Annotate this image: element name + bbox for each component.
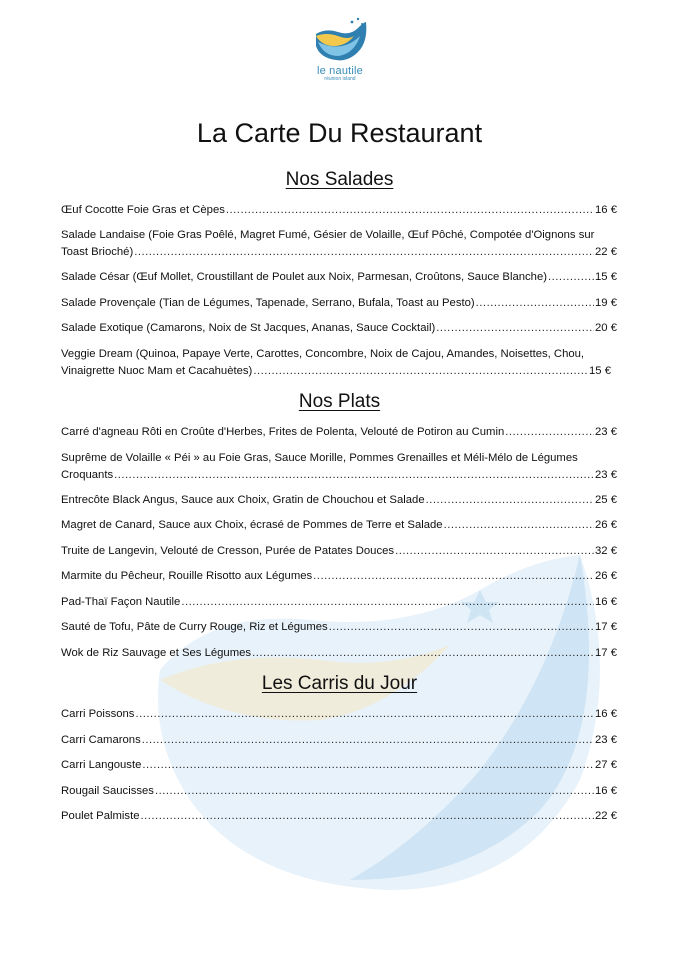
menu-item — [61, 346, 611, 380]
menu-item — [61, 492, 617, 509]
logo-tagline: réunion island — [324, 76, 356, 82]
dot-leader — [313, 568, 594, 585]
menu-item — [61, 424, 617, 441]
menu-item — [61, 320, 617, 337]
item-name: Salade Provençale (Tian de Légumes, Tapenade, Serrano, Bufala, Toast au Pesto) — [61, 297, 475, 309]
dot-leader — [426, 492, 594, 509]
section-title-salades: Nos Salades — [285, 169, 394, 190]
item-price: 27 € — [595, 759, 617, 771]
dot-leader — [135, 706, 594, 723]
item-price: 23 € — [595, 734, 617, 746]
dot-leader — [444, 517, 594, 534]
section-title-plats: Nos Plats — [298, 391, 381, 412]
item-name: Poulet Palmiste — [61, 810, 140, 822]
item-price: 16 € — [595, 708, 617, 720]
dot-leader — [141, 808, 595, 825]
item-price: 26 € — [595, 519, 617, 531]
dot-leader — [155, 783, 594, 800]
item-price: 16 € — [595, 204, 617, 216]
item-name: Toast Brioché) — [61, 246, 134, 258]
menu-item — [61, 808, 617, 825]
dot-leader — [395, 543, 594, 560]
item-price: 17 € — [595, 621, 617, 633]
item-name: Truite de Langevin, Velouté de Cresson, Purée de Patates Douces — [61, 545, 395, 557]
page-title: La Carte Du Restaurant — [196, 118, 483, 148]
item-name: Salade Exotique (Camarons, Noix de St Jacques, Ananas, Sauce Cocktail) — [61, 322, 436, 334]
item-price: 17 € — [595, 647, 617, 659]
item-price: 23 € — [595, 469, 617, 481]
item-price: 16 € — [595, 785, 617, 797]
item-price: 20 € — [595, 322, 617, 334]
item-price: 19 € — [595, 297, 617, 309]
menu-item — [61, 202, 617, 219]
menu-item — [61, 619, 617, 636]
menu-item — [61, 269, 617, 286]
dot-leader — [476, 295, 594, 312]
dot-leader — [181, 594, 594, 611]
item-price: 23 € — [595, 426, 617, 438]
item-name: Œuf Cocotte Foie Gras et Cèpes — [61, 204, 225, 216]
menu-item — [61, 706, 617, 723]
dot-leader — [505, 424, 594, 441]
menu-item — [61, 227, 617, 261]
menu-item — [61, 783, 617, 800]
item-name: Carré d'agneau Rôti en Croûte d'Herbes, Frites de Polenta, Velouté de Potiron au Cumin — [61, 426, 505, 438]
item-name: Carri Camarons — [61, 734, 141, 746]
menu-item — [61, 295, 617, 312]
menu-item — [61, 594, 617, 611]
item-description-line: Suprême de Volaille « Péi » au Foie Gras, Sauce Morille, Pommes Grenailles et Méli-Mélo de Légumes — [61, 452, 578, 464]
wave-logo-icon — [312, 16, 368, 62]
menu-item — [61, 757, 617, 774]
item-description-line: Veggie Dream (Quinoa, Papaye Verte, Carottes, Concombre, Noix de Cajou, Amandes, Noisettes, Chou, — [61, 348, 585, 360]
item-price: 22 € — [595, 246, 617, 258]
dot-leader — [329, 619, 594, 636]
item-name: Sauté de Tofu, Pâte de Curry Rouge, Riz et Légumes — [61, 621, 328, 633]
dot-leader — [253, 363, 588, 380]
dot-leader — [142, 732, 594, 749]
item-name: Pad-Thaï Façon Nautile — [61, 596, 181, 608]
menu-item — [61, 645, 617, 662]
item-price: 26 € — [595, 570, 617, 582]
item-price: 22 € — [595, 810, 617, 822]
dot-leader — [226, 202, 594, 219]
menu-item — [61, 732, 617, 749]
item-name: Croquants — [61, 469, 114, 481]
item-description-line: Salade Landaise (Foie Gras Poêlé, Magret Fumé, Gésier de Volaille, Œuf Pôché, Compotée d'Oignons sur — [61, 229, 595, 241]
item-price: 15 € — [589, 365, 611, 377]
dot-leader — [252, 645, 594, 662]
menu-item — [61, 568, 617, 585]
item-name: Carri Poissons — [61, 708, 135, 720]
restaurant-logo — [308, 16, 372, 82]
item-price: 16 € — [595, 596, 617, 608]
item-price: 32 € — [595, 545, 617, 557]
dot-leader — [436, 320, 594, 337]
item-price: 25 € — [595, 494, 617, 506]
item-price: 15 € — [595, 271, 617, 283]
item-name: Wok de Riz Sauvage et Ses Légumes — [61, 647, 252, 659]
dot-leader — [548, 269, 594, 286]
item-name: Entrecôte Black Angus, Sauce aux Choix, Gratin de Chouchou et Salade — [61, 494, 425, 506]
menu-item — [61, 450, 617, 484]
item-name: Salade César (Œuf Mollet, Croustillant de Poulet aux Noix, Parmesan, Croûtons, Sauce Blanche) — [61, 271, 548, 283]
dot-leader — [142, 757, 594, 774]
item-name: Vinaigrette Nuoc Mam et Cacahuètes) — [61, 365, 253, 377]
menu-item — [61, 517, 617, 534]
item-name: Magret de Canard, Sauce aux Choix, écrasé de Pommes de Terre et Salade — [61, 519, 443, 531]
dot-leader — [134, 244, 594, 261]
item-name: Marmite du Pêcheur, Rouille Risotto aux Légumes — [61, 570, 313, 582]
item-name: Carri Langouste — [61, 759, 142, 771]
logo-brand-text: le nautile — [316, 65, 364, 77]
dot-leader — [114, 467, 594, 484]
section-title-carris: Les Carris du Jour — [261, 673, 418, 694]
item-name: Rougail Saucisses — [61, 785, 154, 797]
menu-item — [61, 543, 617, 560]
